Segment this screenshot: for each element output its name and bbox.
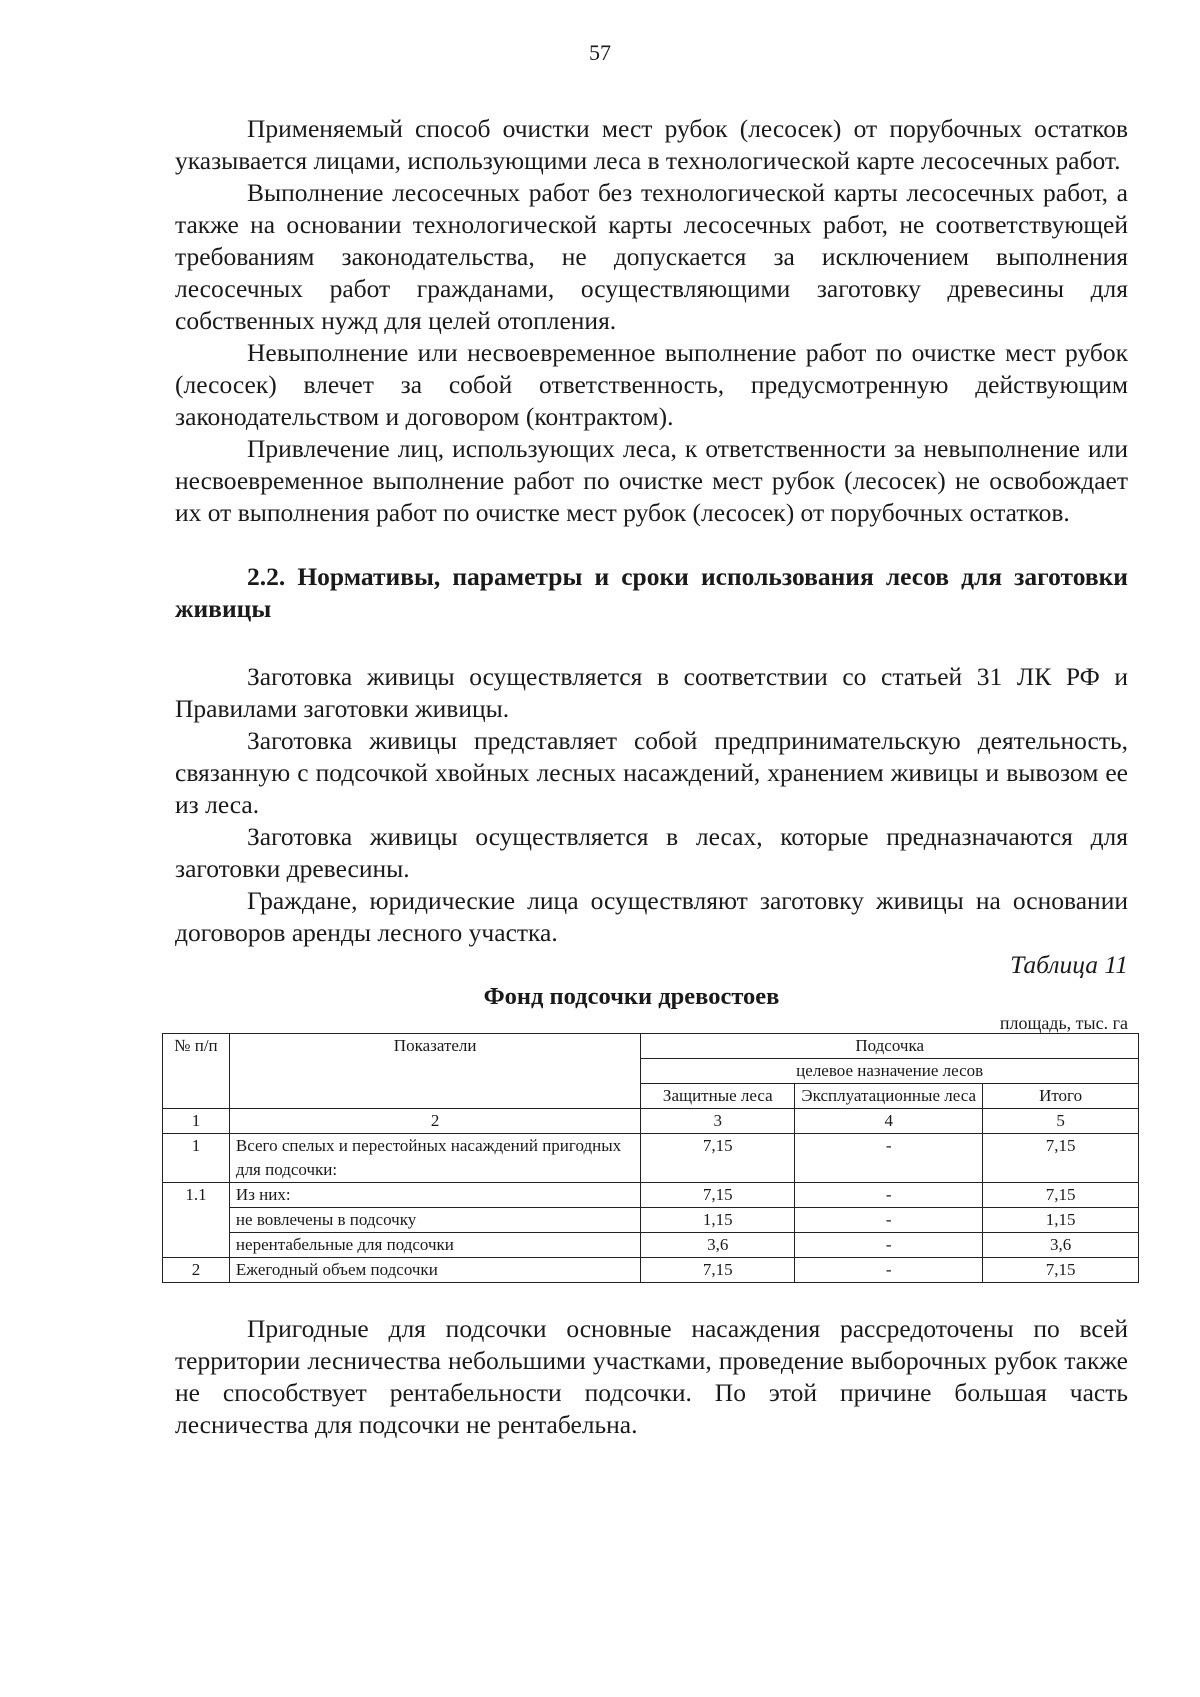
- row-num: 2: [163, 1258, 230, 1283]
- row-name: Ежегодный объем подсочки: [229, 1258, 640, 1283]
- paragraph: Граждане, юридические лица осуществляют заготовку живицы на основании договоров аренды лесного участка.: [175, 886, 1128, 947]
- row-num: 1: [163, 1134, 230, 1183]
- paragraph: Заготовка живицы осуществляется в лесах, которые предназначаются для заготовки древесины.: [175, 822, 1128, 883]
- row-name: нерентабельные для подсочки: [229, 1233, 640, 1258]
- table-header-row: [163, 1034, 1139, 1059]
- paragraph: Пригодные для подсочки основные насаждения рассредоточены по всей территории лесничества небольшими участками, проведение выборочных рубок также не способствует рентабельности подсочки. По этой причине большая часть лесничества для подсочки не рентабельна.: [175, 1314, 1128, 1439]
- paragraph: Выполнение лесосечных работ без технологической карты лесосечных работ, а также на основании технологической карты лесосечных работ, не соответствующей требованиям законодательства, не допускается за исключением выполнения лесосечных работ гражданами, осуществляющими заготовку древесины для собственных нужд для целей отопления.: [175, 178, 1128, 335]
- row-exploitation: -: [795, 1233, 983, 1258]
- table-label: Таблица 11: [1010, 950, 1128, 979]
- header-protective: Защитные леса: [641, 1084, 795, 1109]
- table-row: [163, 1208, 1139, 1233]
- table-row: [163, 1134, 1139, 1183]
- row-total: 7,15: [983, 1258, 1139, 1283]
- paragraph: Заготовка живицы осуществляется в соответствии со статьей 31 ЛК РФ и Правилами заготовки живицы.: [175, 662, 1128, 723]
- page-content: [175, 113, 1128, 1441]
- table-title: Фонд подсочки древостоев: [483, 983, 780, 1010]
- column-number: 3: [641, 1109, 795, 1134]
- table-row: [163, 1233, 1139, 1258]
- row-total: 7,15: [983, 1134, 1139, 1183]
- column-number: 4: [795, 1109, 983, 1134]
- row-protective: 3,6: [641, 1233, 795, 1258]
- row-exploitation: -: [795, 1134, 983, 1183]
- paragraph: Заготовка живицы представляет собой предпринимательскую деятельность, связанную с подсочкой хвойных лесных насаждений, хранением живицы и вывозом ее из леса.: [175, 726, 1128, 819]
- row-total: 7,15: [983, 1183, 1139, 1208]
- header-group: Подсочка: [641, 1034, 1139, 1059]
- table-unit: площадь, тыс. га: [999, 1013, 1128, 1033]
- row-num: 1.1: [163, 1183, 230, 1258]
- row-exploitation: -: [795, 1208, 983, 1233]
- row-name: Из них:: [229, 1183, 640, 1208]
- table-row: [163, 1183, 1139, 1208]
- page-number: 57: [589, 40, 611, 65]
- row-total: 1,15: [983, 1208, 1139, 1233]
- paragraph: Применяемый способ очистки мест рубок (лесосек) от порубочных остатков указывается лицами, использующими леса в технологической карте лесосечных работ.: [175, 114, 1128, 175]
- column-number: 2: [229, 1109, 640, 1134]
- row-exploitation: -: [795, 1183, 983, 1208]
- row-protective: 7,15: [641, 1258, 795, 1283]
- header-indicator: Показатели: [229, 1034, 640, 1109]
- column-number: 5: [983, 1109, 1139, 1134]
- header-subgroup: целевое назначение лесов: [641, 1059, 1139, 1084]
- column-number-row: [163, 1109, 1139, 1134]
- row-protective: 7,15: [641, 1134, 795, 1183]
- row-protective: 7,15: [641, 1183, 795, 1208]
- row-name: не вовлечены в подсочку: [229, 1208, 640, 1233]
- paragraph: Невыполнение или несвоевременное выполнение работ по очистке мест рубок (лесосек) влечет за собой ответственность, предусмотренную действующим законодательством и договором (контрактом).: [175, 338, 1128, 431]
- table-row: [163, 1258, 1139, 1283]
- row-protective: 1,15: [641, 1208, 795, 1233]
- row-exploitation: -: [795, 1258, 983, 1283]
- column-number: 1: [163, 1109, 230, 1134]
- paragraph: Привлечение лиц, использующих леса, к ответственности за невыполнение или несвоевременное выполнение работ по очистке мест рубок (лесосек) не освобождает их от выполнения работ по очистке мест рубок (лесосек) от порубочных остатков.: [175, 434, 1128, 527]
- header-exploitation: Эксплуатационные леса: [795, 1084, 983, 1109]
- header-num: № п/п: [163, 1034, 230, 1109]
- row-name: Всего спелых и перестойных насаждений пригодных для подсочки:: [229, 1134, 640, 1183]
- resin-tapping-fund-table: [162, 1033, 1139, 1283]
- header-total: Итого: [983, 1084, 1139, 1109]
- section-heading: 2.2. Нормативы, параметры и сроки использования лесов для заготовки живицы: [175, 562, 1128, 623]
- row-total: 3,6: [983, 1233, 1139, 1258]
